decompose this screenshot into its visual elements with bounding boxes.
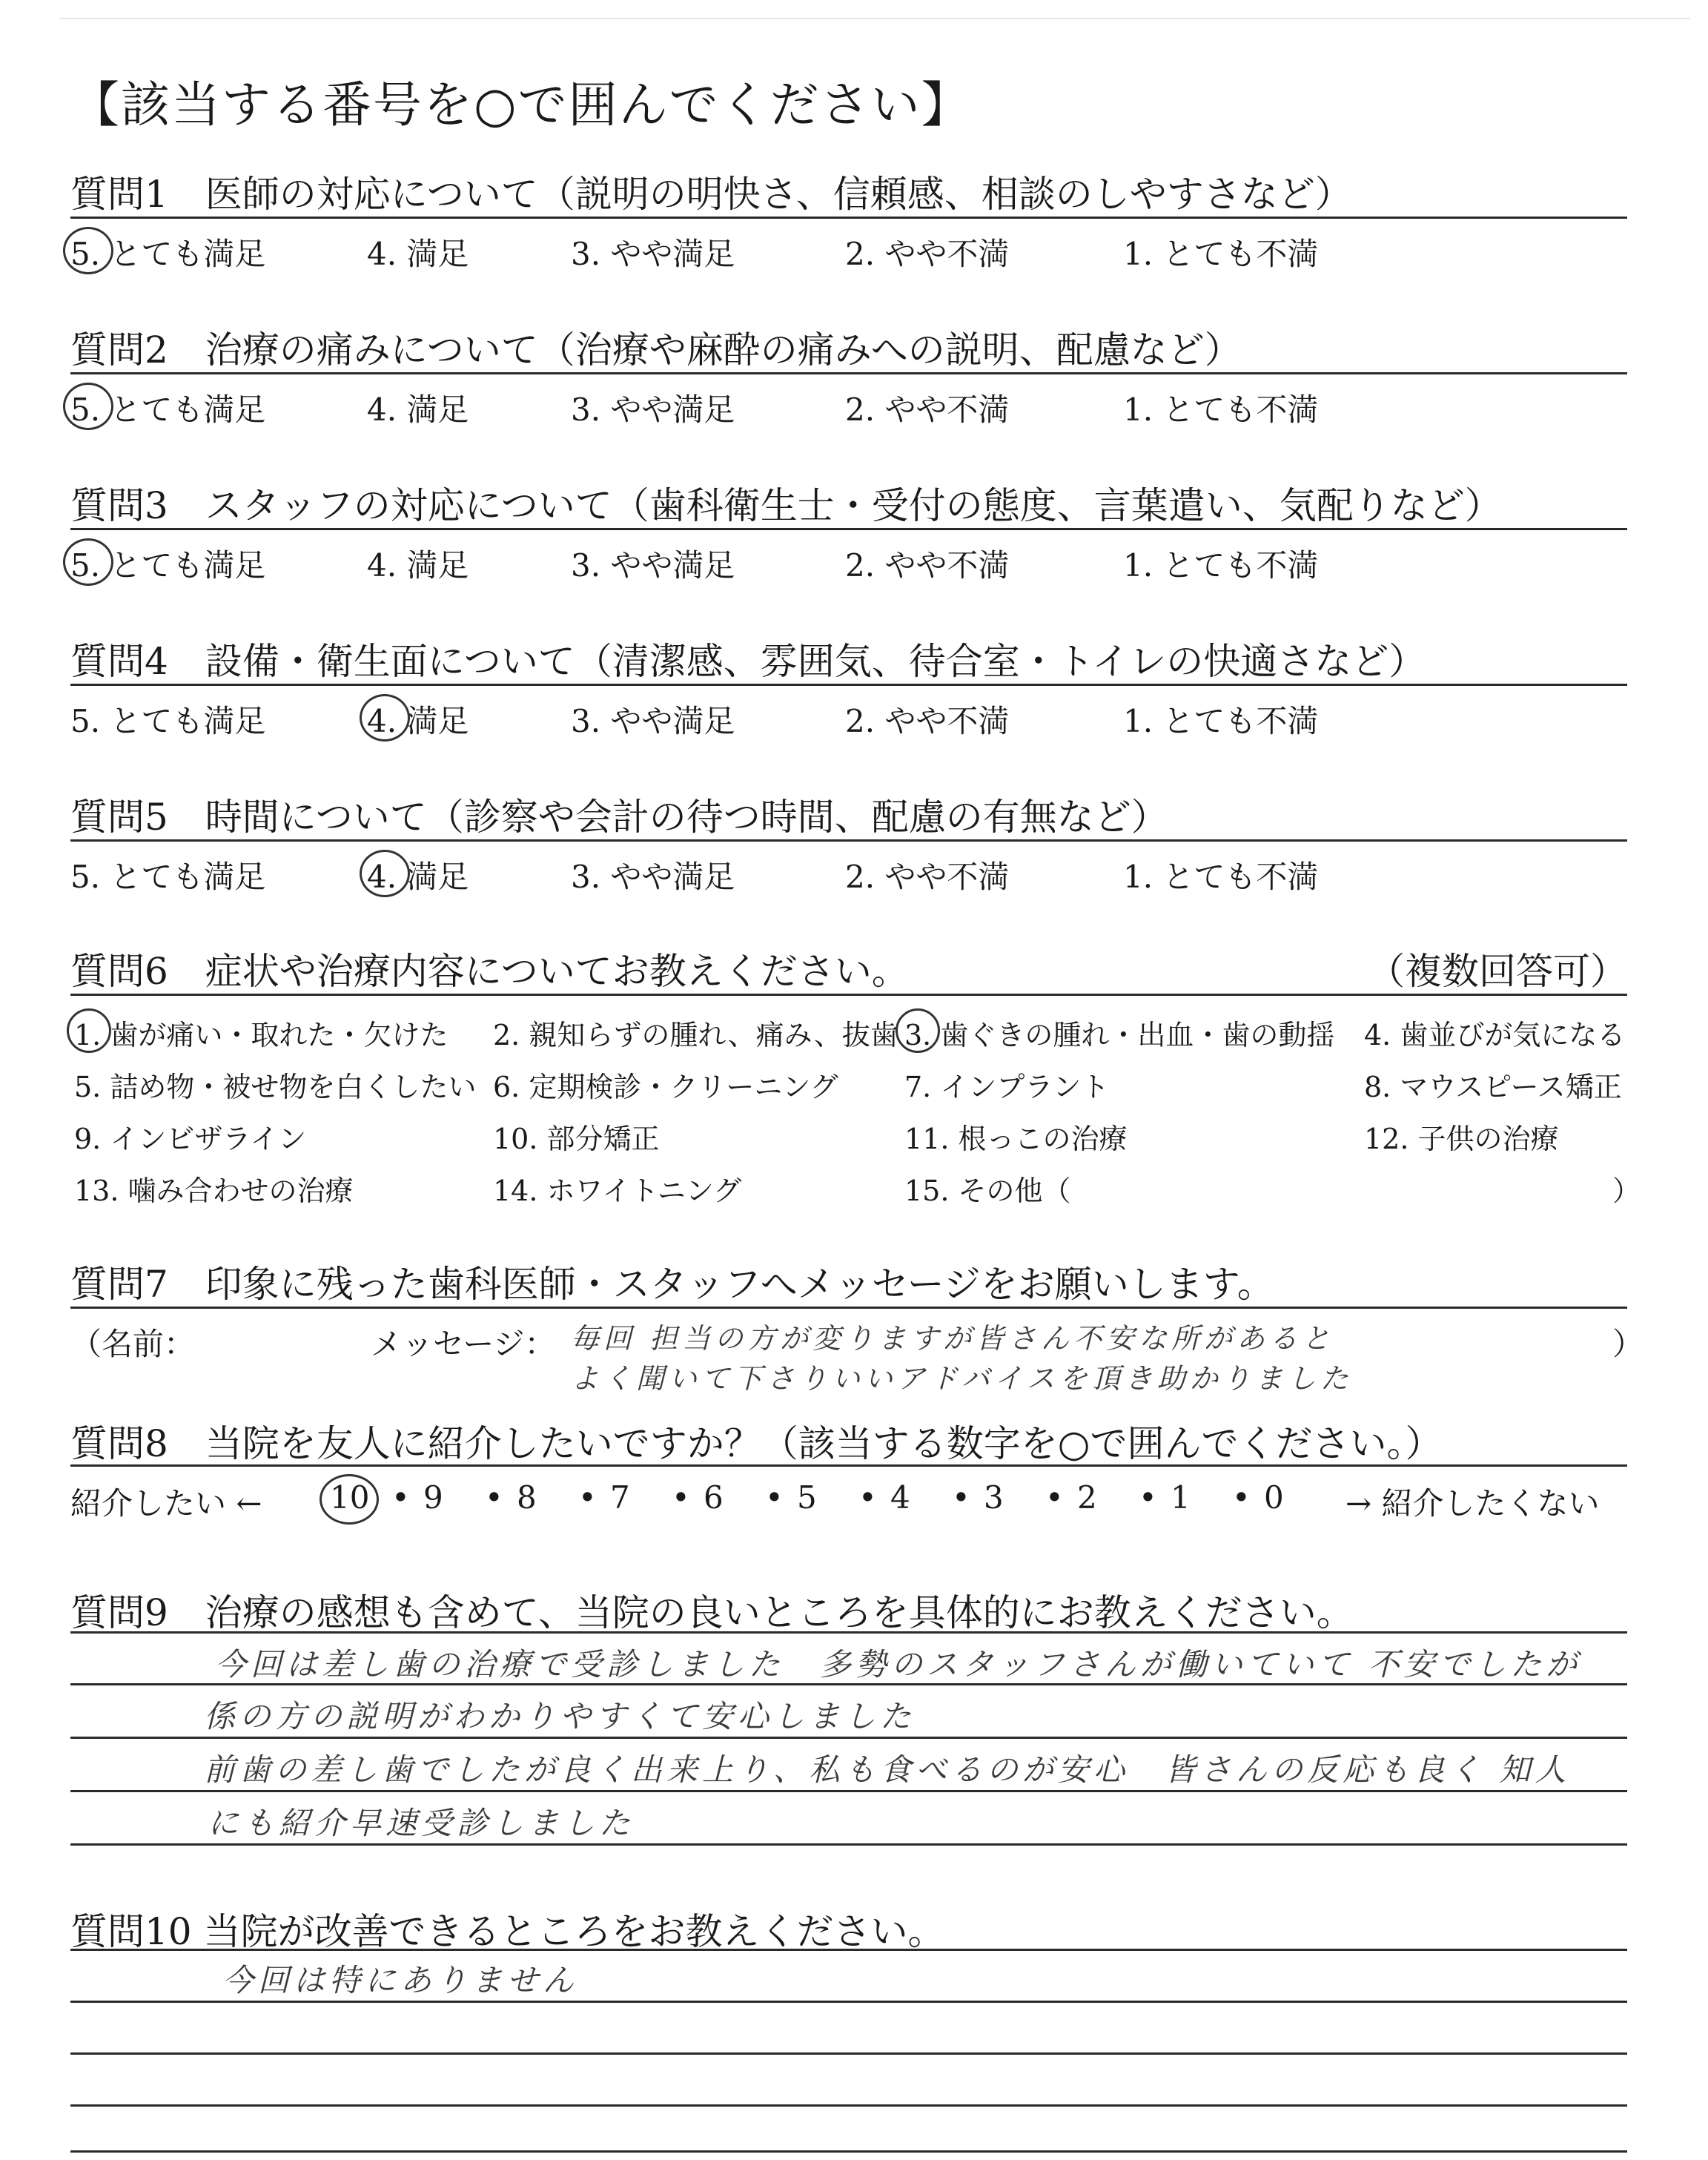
q7-close-paren: ）	[1612, 1326, 1644, 1362]
q7-message-label: メッセージ：	[371, 1326, 556, 1362]
q2-option-2[interactable]: 2. やや不満	[845, 392, 1010, 428]
q4-rule	[70, 684, 1627, 686]
q8-scale-dot: •	[578, 1479, 597, 1516]
q4-selected-circle	[360, 694, 410, 742]
q9-answer-line: にも紹介早速受診しました	[208, 1805, 635, 1841]
q8-scale-1[interactable]: 1	[1171, 1479, 1191, 1516]
q6-option-11[interactable]: 11. 根っこの治療	[904, 1123, 1128, 1155]
q6-option-5[interactable]: 5. 詰め物・被せ物を白くしたい	[74, 1071, 477, 1103]
q3-option-3[interactable]: 3. やや満足	[571, 547, 735, 584]
q8-scale-dot: •	[1045, 1479, 1064, 1516]
q9-rule	[70, 1631, 1627, 1634]
q1-option-1[interactable]: 1. とても不満	[1123, 236, 1319, 272]
q8-scale-3[interactable]: 3	[984, 1479, 1004, 1516]
q6-option-12[interactable]: 12. 子供の治療	[1364, 1123, 1559, 1155]
q6-note: （複数回答可）	[1368, 950, 1627, 993]
q8-scale-dot: •	[391, 1479, 410, 1516]
q4-option-4[interactable]: 4. 満足	[367, 703, 469, 739]
q8-scale-9[interactable]: 9	[423, 1479, 443, 1516]
q8-right-label: → 紹介したくない	[1345, 1485, 1600, 1522]
q9-answer-line: 前歯の差し歯でしたが良く出来上り、私も食べるのが安心 皆さんの反応も良く 知人	[204, 1751, 1571, 1788]
q2-option-3[interactable]: 3. やや満足	[571, 392, 735, 428]
q10-rule	[70, 1949, 1627, 1951]
q6-option-6[interactable]: 6. 定期検診・クリーニング	[493, 1071, 838, 1103]
q2-option-5[interactable]: 5. とても満足	[70, 392, 266, 428]
q1-option-5[interactable]: 5. とても満足	[70, 236, 266, 272]
q5-option-3[interactable]: 3. やや満足	[571, 859, 735, 895]
q8-scale-8[interactable]: 8	[517, 1479, 537, 1516]
q6-option-14[interactable]: 14. ホワイトニング	[493, 1175, 742, 1207]
q8-scale-dot: •	[485, 1479, 503, 1516]
q4-option-3[interactable]: 3. やや満足	[571, 703, 735, 739]
q5-option-5[interactable]: 5. とても満足	[70, 859, 266, 895]
q9-rule	[70, 1737, 1627, 1739]
q3-selected-circle	[63, 538, 113, 586]
q5-title: 質問5 時間について（診察や会計の待つ時間、配慮の有無など）	[70, 796, 1168, 839]
q9-rule	[70, 1843, 1627, 1846]
q8-scale-6[interactable]: 6	[704, 1479, 724, 1516]
form-header: 【該当する番号を○で囲んでください】	[70, 76, 972, 133]
q7-name-label: （名前：	[70, 1326, 196, 1362]
q3-title: 質問3 スタッフの対応について（歯科衛生士・受付の態度、言葉遣い、気配りなど）	[70, 484, 1502, 527]
q6-option-3[interactable]: 3. 歯ぐきの腫れ・出血・歯の動揺	[904, 1019, 1335, 1051]
q8-scale-0[interactable]: 0	[1264, 1479, 1284, 1516]
q2-option-1[interactable]: 1. とても不満	[1123, 392, 1319, 428]
q8-scale-dot: •	[1139, 1479, 1157, 1516]
q3-option-4[interactable]: 4. 満足	[367, 547, 469, 584]
q1-title: 質問1 医師の対応について（説明の明快さ、信頼感、相談のしやすさなど）	[70, 173, 1352, 216]
q8-left-label: 紹介したい ←	[70, 1485, 262, 1522]
q10-title: 質問10 当院が改善できるところをお教えください。	[70, 1910, 945, 1953]
q7-message-line1: 毎回 担当の方が変りますが皆さん不安な所があると	[571, 1322, 1335, 1355]
q8-scale-dot: •	[952, 1479, 970, 1516]
q6-option-13[interactable]: 13. 噛み合わせの治療	[74, 1175, 354, 1207]
q6-option-8[interactable]: 8. マウスピース矯正	[1364, 1071, 1622, 1103]
q6-rule	[70, 994, 1627, 996]
q4-title: 質問4 設備・衛生面について（清潔感、雰囲気、待合室・トイレの快適さなど）	[70, 640, 1426, 683]
q4-option-1[interactable]: 1. とても不満	[1123, 703, 1319, 739]
q5-option-4[interactable]: 4. 満足	[367, 859, 469, 895]
top-border	[59, 18, 1690, 19]
q4-option-5[interactable]: 5. とても満足	[70, 703, 266, 739]
q8-scale-10[interactable]: 10	[330, 1479, 370, 1516]
q3-option-5[interactable]: 5. とても満足	[70, 547, 266, 584]
q10-rule	[70, 2001, 1627, 2003]
q6-option-1[interactable]: 1. 歯が痛い・取れた・欠けた	[74, 1019, 448, 1051]
q8-scale-dot: •	[765, 1479, 784, 1516]
q5-option-2[interactable]: 2. やや不満	[845, 859, 1010, 895]
q8-scale-4[interactable]: 4	[890, 1479, 910, 1516]
q6-option-15[interactable]: 15. その他（	[904, 1175, 1071, 1207]
q8-scale-dot: •	[672, 1479, 690, 1516]
q2-rule	[70, 372, 1627, 374]
q8-rule	[70, 1464, 1627, 1467]
q8-scale-dot: •	[1232, 1479, 1251, 1516]
q2-option-4[interactable]: 4. 満足	[367, 392, 469, 428]
q6-other-close: ）	[1612, 1175, 1641, 1207]
q10-rule	[70, 2150, 1627, 2153]
q3-option-2[interactable]: 2. やや不満	[845, 547, 1010, 584]
q8-scale-5[interactable]: 5	[797, 1479, 817, 1516]
q9-answer-line: 今回は差し歯の治療で受診しました 多勢のスタッフさんが働いていて 不安でしたが	[215, 1646, 1582, 1682]
q4-option-2[interactable]: 2. やや不満	[845, 703, 1010, 739]
q6-title: 質問6 症状や治療内容についてお教えください。	[70, 950, 909, 993]
q1-option-3[interactable]: 3. やや満足	[571, 236, 735, 272]
q8-scale-dot: •	[858, 1479, 877, 1516]
q9-rule	[70, 1790, 1627, 1792]
q10-rule	[70, 2052, 1627, 2055]
q5-selected-circle	[360, 850, 410, 897]
q7-rule	[70, 1307, 1627, 1309]
q6-selected-circle	[67, 1008, 111, 1053]
q7-title: 質問7 印象に残った歯科医師・スタッフへメッセージをお願いします。	[70, 1263, 1274, 1306]
q1-rule	[70, 217, 1627, 219]
q6-option-2[interactable]: 2. 親知らずの腫れ、痛み、抜歯	[493, 1019, 898, 1051]
q8-title: 質問8 当院を友人に紹介したいですか？（該当する数字を○で囲んでください。）	[70, 1422, 1443, 1465]
q6-option-7[interactable]: 7. インプラント	[904, 1071, 1110, 1103]
q5-rule	[70, 839, 1627, 842]
q10-answer-line: 今回は特にありません	[222, 1962, 579, 1998]
q7-message-line2: よく聞いて下さりいいアドバイスを頂き助かりました	[571, 1362, 1353, 1395]
q6-selected-circle	[896, 1008, 940, 1053]
q5-option-1[interactable]: 1. とても不満	[1123, 859, 1319, 895]
q2-title: 質問2 治療の痛みについて（治療や麻酔の痛みへの説明、配慮など）	[70, 328, 1242, 371]
q10-rule	[70, 2104, 1627, 2107]
q3-option-1[interactable]: 1. とても不満	[1123, 547, 1319, 584]
q2-selected-circle	[63, 383, 113, 430]
q9-answer-line: 係の方の説明がわかりやすくて安心しました	[204, 1698, 916, 1734]
q8-scale-2[interactable]: 2	[1077, 1479, 1097, 1516]
q3-rule	[70, 528, 1627, 530]
q6-option-9[interactable]: 9. インビザライン	[74, 1123, 307, 1155]
q1-selected-circle	[63, 227, 113, 274]
q8-selected-circle	[320, 1474, 379, 1525]
q1-option-2[interactable]: 2. やや不満	[845, 236, 1010, 272]
q9-title: 質問9 治療の感想も含めて、当院の良いところを具体的にお教えください。	[70, 1591, 1354, 1634]
q8-scale-7[interactable]: 7	[610, 1479, 630, 1516]
q1-option-4[interactable]: 4. 満足	[367, 236, 469, 272]
q6-option-4[interactable]: 4. 歯並びが気になる	[1364, 1019, 1626, 1051]
q6-option-10[interactable]: 10. 部分矯正	[493, 1123, 660, 1155]
